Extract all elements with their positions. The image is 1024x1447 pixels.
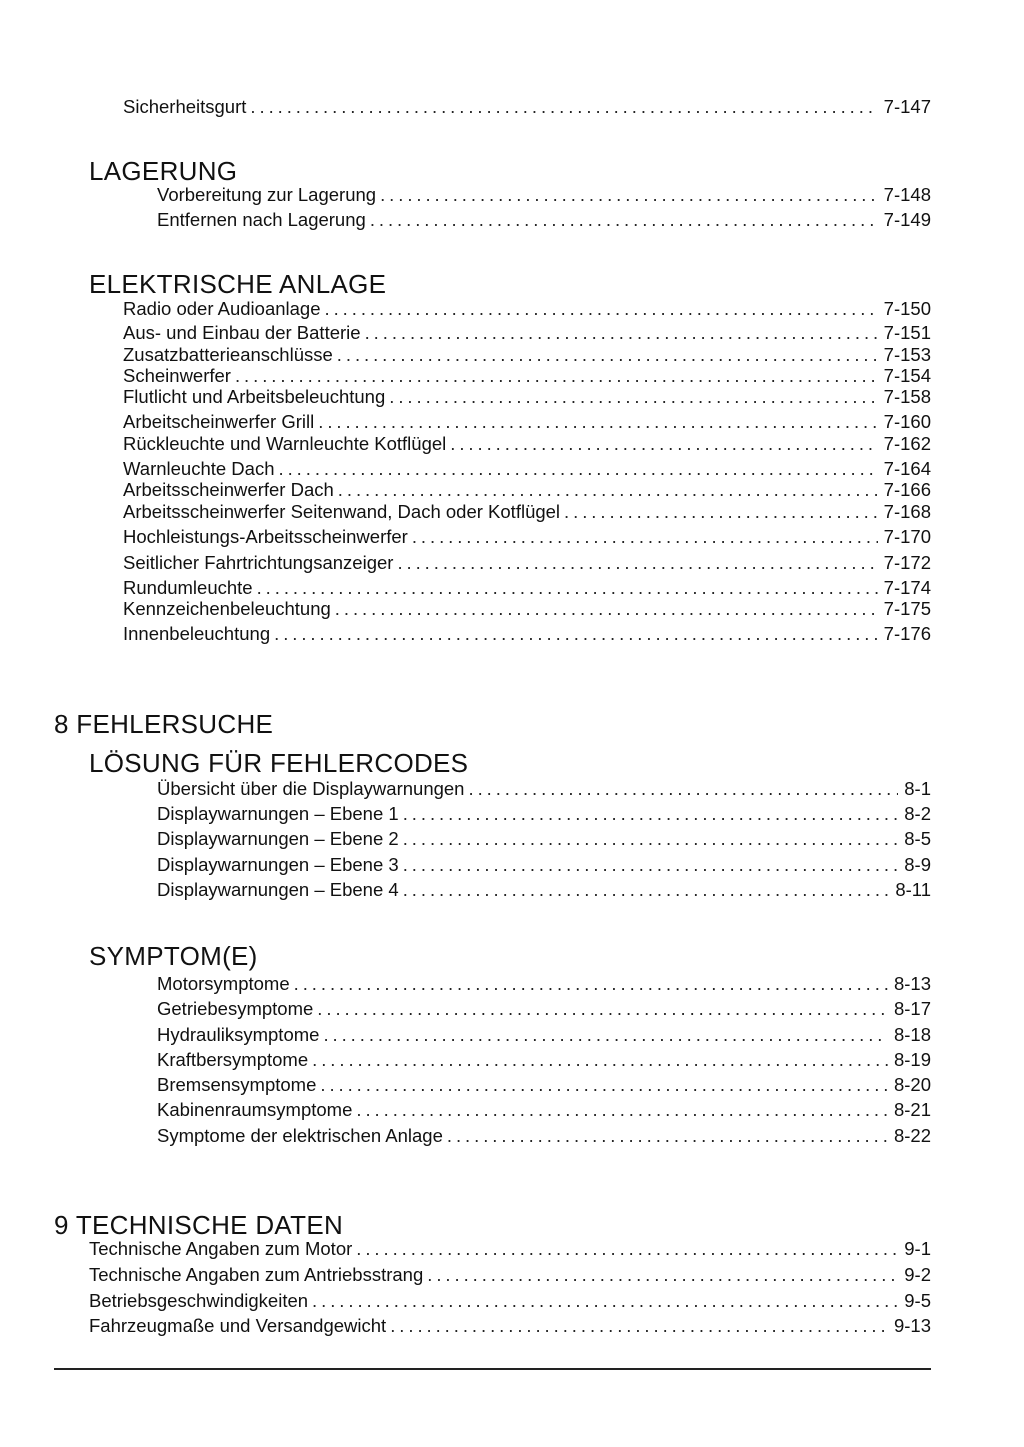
dot-leader bbox=[337, 344, 878, 366]
toc-entry-page: 8-20 bbox=[893, 1074, 931, 1095]
toc-entry[interactable] bbox=[123, 322, 931, 344]
toc-entry-sicherheitsgurt[interactable] bbox=[123, 96, 931, 118]
toc-entry[interactable] bbox=[89, 1264, 931, 1286]
toc-entry[interactable] bbox=[123, 552, 931, 574]
toc-entry-page: 7-174 bbox=[883, 577, 931, 598]
toc-entry-page: 7-154 bbox=[883, 365, 931, 386]
dot-leader bbox=[564, 501, 878, 523]
dot-leader bbox=[397, 552, 877, 574]
toc-entry-label: Sicherheitsgurt bbox=[123, 96, 247, 117]
toc-entry-page: 7-148 bbox=[883, 184, 931, 205]
toc-entry-label: Scheinwerfer bbox=[123, 365, 231, 386]
toc-entry-label: Getriebesymptome bbox=[157, 998, 314, 1019]
toc-entry-entfernen-lagerung[interactable] bbox=[157, 209, 931, 231]
toc-entry-page: 7-160 bbox=[883, 411, 931, 432]
dot-leader bbox=[403, 803, 899, 825]
toc-entry-label: Technische Angaben zum Antriebsstrang bbox=[89, 1264, 424, 1285]
toc-entry-label: Motorsymptome bbox=[157, 973, 290, 994]
toc-entry-label: Warnleuchte Dach bbox=[123, 458, 275, 479]
dot-leader bbox=[365, 322, 878, 344]
dot-leader bbox=[356, 1238, 898, 1260]
toc-entry[interactable] bbox=[123, 411, 931, 433]
toc-entry-page: 8-13 bbox=[893, 973, 931, 994]
dot-leader bbox=[447, 1125, 888, 1147]
toc-entry[interactable] bbox=[157, 854, 931, 876]
toc-entry[interactable] bbox=[123, 623, 931, 645]
toc-entry-page: 7-170 bbox=[883, 526, 931, 547]
toc-entry-page: 7-168 bbox=[883, 501, 931, 522]
section-heading-elektrische-anlage: ELEKTRISCHE ANLAGE bbox=[89, 269, 387, 299]
dot-leader bbox=[250, 96, 877, 118]
dot-leader bbox=[389, 386, 877, 408]
toc-entry-page: 7-176 bbox=[883, 623, 931, 644]
footer-rule bbox=[54, 1368, 931, 1370]
toc-entry-label: Aus- und Einbau der Batterie bbox=[123, 322, 361, 343]
toc-entry-label: Flutlicht und Arbeitsbeleuchtung bbox=[123, 386, 386, 407]
dot-leader bbox=[320, 1074, 888, 1096]
toc-entry-label: Übersicht über die Displaywarnungen bbox=[157, 778, 465, 799]
dot-leader bbox=[380, 184, 878, 206]
toc-entry[interactable] bbox=[157, 1074, 931, 1096]
toc-entry-page: 8-1 bbox=[904, 778, 931, 799]
section-heading-lagerung: LAGERUNG bbox=[89, 156, 238, 186]
toc-entry[interactable] bbox=[123, 577, 931, 599]
toc-entry[interactable] bbox=[157, 778, 931, 800]
toc-entry-label: Hochleistungs-Arbeitsscheinwerfer bbox=[123, 526, 408, 547]
toc-entry[interactable] bbox=[123, 479, 931, 501]
toc-entry-label: Technische Angaben zum Motor bbox=[89, 1238, 353, 1259]
toc-entry-page: 7-149 bbox=[883, 209, 931, 230]
section-heading-symptome: SYMPTOM(E) bbox=[89, 941, 258, 971]
dot-leader bbox=[279, 458, 878, 480]
dot-leader bbox=[412, 526, 878, 548]
toc-entry-label: Innenbeleuchtung bbox=[123, 623, 271, 644]
section-heading-fehlercodes: LÖSUNG FÜR FEHLERCODES bbox=[89, 748, 469, 778]
dot-leader bbox=[312, 1049, 888, 1071]
toc-entry-label: Displaywarnungen – Ebene 4 bbox=[157, 879, 399, 900]
toc-entry-label: Seitlicher Fahrtrichtungsanzeiger bbox=[123, 552, 394, 573]
toc-entry-page: 9-5 bbox=[904, 1290, 931, 1311]
dot-leader bbox=[318, 411, 877, 433]
toc-entry[interactable] bbox=[123, 298, 931, 320]
dot-leader bbox=[468, 778, 898, 800]
toc-entry-label: Bremsensymptome bbox=[157, 1074, 317, 1095]
toc-entry-page: 7-162 bbox=[883, 433, 931, 454]
toc-entry-label: Arbeitscheinwerfer Grill bbox=[123, 411, 315, 432]
toc-entry-page: 7-164 bbox=[883, 458, 931, 479]
dot-leader bbox=[335, 598, 878, 620]
toc-entry-label: Kabinenraumsymptome bbox=[157, 1099, 353, 1120]
toc-entry-page: 7-147 bbox=[883, 96, 931, 117]
toc-entry-page: 8-17 bbox=[893, 998, 931, 1019]
dot-leader bbox=[356, 1099, 888, 1121]
toc-entry[interactable] bbox=[157, 1024, 931, 1046]
toc-entry-page: 7-158 bbox=[883, 386, 931, 407]
toc-entry-label: Arbeitsscheinwerfer Seitenwand, Dach oder Kotflügel bbox=[123, 501, 561, 522]
toc-entry-label: Kraftbersymptome bbox=[157, 1049, 309, 1070]
toc-entry[interactable] bbox=[157, 998, 931, 1020]
dot-leader bbox=[370, 209, 878, 231]
dot-leader bbox=[325, 298, 878, 320]
toc-entry-page: 8-21 bbox=[893, 1099, 931, 1120]
toc-entry-label: Arbeitsscheinwerfer Dach bbox=[123, 479, 334, 500]
dot-leader bbox=[257, 577, 878, 599]
toc-entry-page: 7-166 bbox=[883, 479, 931, 500]
toc-entry[interactable] bbox=[123, 386, 931, 408]
toc-entry-label: Zusatzbatterieanschlüsse bbox=[123, 344, 333, 365]
dot-leader bbox=[403, 854, 899, 876]
toc-entry[interactable] bbox=[123, 344, 931, 366]
toc-entry-label: Kennzeichenbeleuchtung bbox=[123, 598, 331, 619]
toc-entry-page: 7-175 bbox=[883, 598, 931, 619]
toc-entry-label: Displaywarnungen – Ebene 1 bbox=[157, 803, 399, 824]
dot-leader bbox=[427, 1264, 898, 1286]
toc-entry-page: 7-153 bbox=[883, 344, 931, 365]
toc-entry-label: Rundumleuchte bbox=[123, 577, 253, 598]
toc-entry[interactable] bbox=[123, 526, 931, 548]
toc-entry-label: Symptome der elektrischen Anlage bbox=[157, 1125, 443, 1146]
toc-entry[interactable] bbox=[123, 433, 931, 455]
toc-entry[interactable] bbox=[123, 501, 931, 523]
toc-entry[interactable] bbox=[157, 879, 931, 901]
toc-entry-label: Rückleuchte und Warnleuchte Kotflügel bbox=[123, 433, 447, 454]
chapter-heading-9: 9 TECHNISCHE DATEN bbox=[54, 1210, 344, 1240]
toc-entry-page: 9-2 bbox=[904, 1264, 931, 1285]
dot-leader bbox=[235, 365, 878, 387]
toc-entry[interactable] bbox=[157, 1099, 931, 1121]
toc-entry-page: 7-151 bbox=[883, 322, 931, 343]
toc-entry-vorbereitung-lagerung[interactable] bbox=[157, 184, 931, 206]
toc-entry[interactable] bbox=[157, 1049, 931, 1071]
toc-entry-label: Vorbereitung zur Lagerung bbox=[157, 184, 377, 205]
dot-leader bbox=[294, 973, 888, 995]
dot-leader bbox=[403, 879, 890, 901]
toc-entry[interactable] bbox=[123, 598, 931, 620]
dot-leader bbox=[323, 1024, 888, 1046]
toc-entry[interactable] bbox=[123, 458, 931, 480]
toc-entry-page: 7-172 bbox=[883, 552, 931, 573]
toc-entry-page: 9-1 bbox=[904, 1238, 931, 1259]
toc-entry-page: 8-5 bbox=[904, 828, 931, 849]
dot-leader bbox=[274, 623, 878, 645]
toc-entry-label: Displaywarnungen – Ebene 2 bbox=[157, 828, 399, 849]
toc-entry-page: 8-2 bbox=[904, 803, 931, 824]
dot-leader bbox=[317, 998, 888, 1020]
toc-entry-label: Hydrauliksymptome bbox=[157, 1024, 320, 1045]
dot-leader bbox=[403, 828, 899, 850]
toc-entry-page: 8-11 bbox=[895, 879, 931, 900]
toc-entry-page: 9-13 bbox=[893, 1315, 931, 1336]
dot-leader bbox=[450, 433, 877, 455]
toc-entry[interactable] bbox=[89, 1238, 931, 1260]
toc-entry[interactable] bbox=[89, 1315, 931, 1337]
toc-entry-page: 7-150 bbox=[883, 298, 931, 319]
dot-leader bbox=[390, 1315, 888, 1337]
toc-entry-page: 8-18 bbox=[893, 1024, 931, 1045]
dot-leader bbox=[338, 479, 878, 501]
toc-entry-label: Entfernen nach Lagerung bbox=[157, 209, 366, 230]
toc-entry-label: Betriebsgeschwindigkeiten bbox=[89, 1290, 309, 1311]
toc-entry[interactable] bbox=[157, 828, 931, 850]
toc-entry-page: 8-19 bbox=[893, 1049, 931, 1070]
toc-entry-label: Radio oder Audioanlage bbox=[123, 298, 321, 319]
toc-entry-label: Displaywarnungen – Ebene 3 bbox=[157, 854, 399, 875]
toc-entry[interactable] bbox=[157, 973, 931, 995]
chapter-heading-8: 8 FEHLERSUCHE bbox=[54, 709, 274, 739]
toc-entry[interactable] bbox=[123, 365, 931, 387]
toc-entry[interactable] bbox=[157, 803, 931, 825]
toc-entry[interactable] bbox=[89, 1290, 931, 1312]
dot-leader bbox=[312, 1290, 898, 1312]
toc-entry[interactable] bbox=[157, 1125, 931, 1147]
toc-entry-page: 8-9 bbox=[904, 854, 931, 875]
toc-entry-label: Fahrzeugmaße und Versandgewicht bbox=[89, 1315, 387, 1336]
toc-entry-page: 8-22 bbox=[893, 1125, 931, 1146]
